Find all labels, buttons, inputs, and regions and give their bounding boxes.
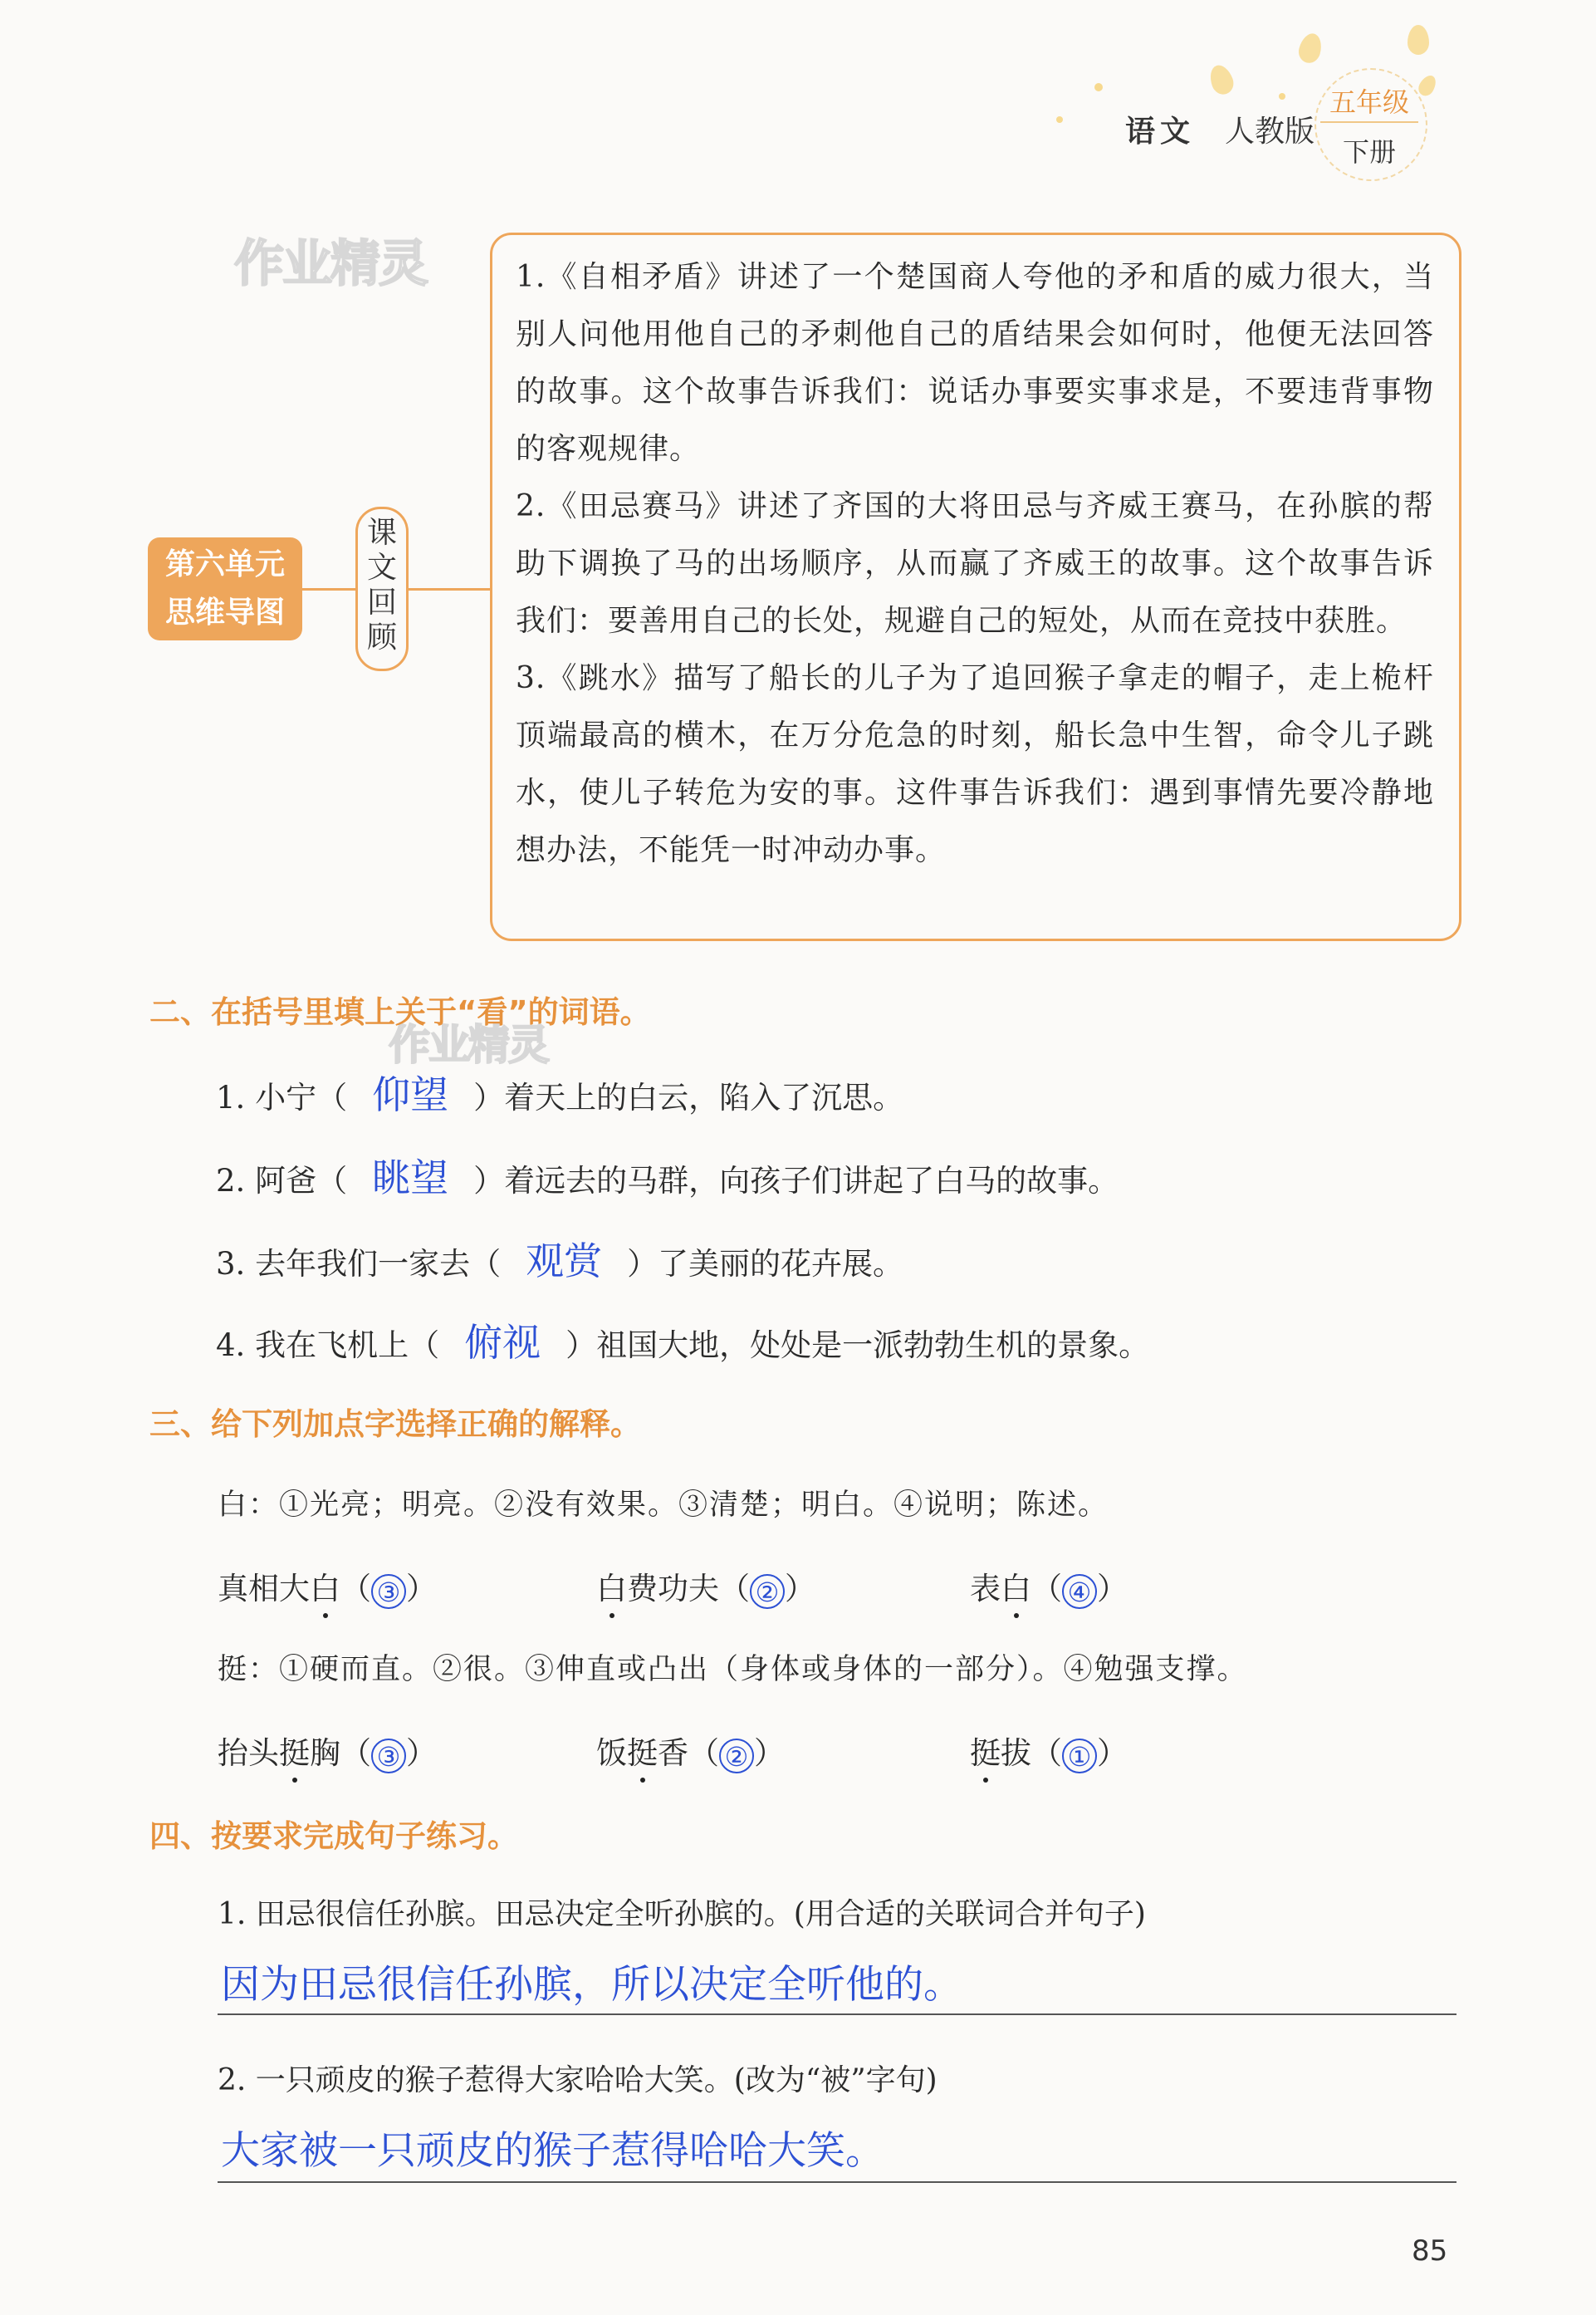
circled-answer: ③	[371, 1739, 406, 1773]
question-text: 4. 我在飞机上（	[216, 1327, 440, 1363]
circled-answer: ④	[1062, 1574, 1097, 1609]
handwritten-answer: 大家被一只顽皮的猴子惹得哈哈大笑。	[221, 2128, 884, 2174]
question-text: 3. 去年我们一家去（	[216, 1246, 502, 1282]
question-text: ）着远去的马群，向孩子们讲起了白马的故事。	[473, 1163, 1119, 1199]
dotted-char: 白	[1001, 1571, 1031, 1606]
mindmap-category-char: 回	[366, 586, 397, 620]
mindmap-root-line: 第六单元	[164, 547, 285, 581]
handwritten-answer: 仰望	[372, 1072, 449, 1117]
mindmap-category-node	[355, 507, 409, 671]
dot-decoration-icon	[1094, 83, 1103, 91]
question-text: ）祖国大地，处处是一派勃勃生机的景象。	[565, 1327, 1150, 1363]
mindmap-connector	[302, 588, 355, 591]
mindmap-category-char: 课	[366, 516, 397, 550]
sentence-prompt: 2. 一只顽皮的猴子惹得大家哈哈大笑。(改为“被”字句)	[218, 2063, 938, 2097]
header-subject: 语文	[1125, 115, 1196, 149]
choice-item: 抬头挺胸（ ③ ）	[218, 1735, 437, 1773]
question-text: ）着天上的白云，陷入了沉思。	[473, 1080, 904, 1116]
dot-decoration-icon	[1279, 93, 1285, 100]
circled-answer: ②	[750, 1574, 785, 1609]
choice-item: 挺拔（ ① ）	[970, 1735, 1128, 1773]
word-text: 拔	[1001, 1735, 1031, 1771]
header-edition: 人教版	[1225, 115, 1315, 149]
mindmap-content-box	[490, 233, 1461, 941]
section-title: 四、按要求完成句子练习。	[149, 1818, 518, 1854]
leaf-decoration-icon	[1408, 25, 1429, 55]
mindmap-item: 3.《跳水》描写了船长的儿子为了追回猴子拿走的帽子，走上桅杆顶端最高的横木，在万分危急的时刻，船长急中生智，命令儿子跳水，使儿子转危为安的事。这件事告诉我们：遇到事情先要冷静地想办法，不能凭一时冲动办事。	[516, 661, 1434, 867]
watermark-logo: 作业精灵	[234, 235, 427, 293]
choice-item: 白费功夫（ ② ）	[596, 1571, 815, 1608]
dotted-char: 挺	[279, 1735, 310, 1771]
mindmap-root-line: 思维导图	[164, 596, 285, 630]
header-volume: 下册	[1342, 136, 1396, 168]
question-text: ）了美丽的花卉展。	[627, 1246, 904, 1282]
word-text: 真相大	[218, 1571, 310, 1606]
dotted-char: 挺	[627, 1735, 658, 1771]
word-text: 表	[970, 1571, 1001, 1606]
word-text: 胸	[310, 1735, 340, 1771]
word-text: 费功夫	[627, 1571, 719, 1606]
definition-line: 挺：①硬而直。②很。③伸直或凸出（身体或身体的一部分）。④勉强支撑。	[218, 1653, 1248, 1686]
watermark-logo: 作业精灵	[389, 1021, 548, 1069]
mindmap-category-char: 顾	[366, 620, 397, 655]
fill-question	[216, 1065, 903, 1120]
section-title: 二、在括号里填上关于“看”的词语。	[149, 994, 651, 1030]
dotted-char: 白	[596, 1571, 627, 1606]
mindmap-root-node	[148, 537, 302, 640]
mindmap-connector	[409, 588, 490, 591]
choice-item: 饭挺香（ ② ）	[596, 1735, 785, 1773]
handwritten-answer: 因为田忌很信任孙膑，所以决定全听他的。	[221, 1962, 962, 2008]
mindmap-category-char: 文	[366, 551, 397, 585]
circled-answer: ③	[371, 1574, 406, 1609]
dot-decoration-icon	[1056, 116, 1063, 123]
answer-line	[218, 2013, 1456, 2015]
fill-question	[216, 1148, 1119, 1203]
choice-item: 表白（ ④ ）	[970, 1571, 1128, 1608]
mindmap-item: 1.《自相矛盾》讲述了一个楚国商人夸他的矛和盾的威力很大，当别人问他用他自己的矛刺他自己的盾结果会如何时，他便无法回答的故事。这个故事告诉我们：说话办事要实事求是，不要违背事物的客观规律。	[516, 260, 1434, 466]
mindmap-item: 2.《田忌赛马》讲述了齐国的大将田忌与齐威王赛马，在孙膑的帮助下调换了马的出场顺序，从而赢了齐威王的故事。这个故事告诉我们：要善用自己的长处，规避自己的短处，从而在竞技中获胜。	[516, 489, 1434, 638]
word-text: 抬头	[218, 1735, 279, 1771]
handwritten-answer: 观赏	[526, 1238, 603, 1283]
circled-answer: ①	[1062, 1739, 1097, 1773]
handwritten-answer: 眺望	[372, 1155, 449, 1200]
leaf-decoration-icon	[1296, 31, 1324, 66]
choice-item: 真相大白（ ③ ）	[218, 1571, 437, 1608]
fill-question	[216, 1312, 1149, 1367]
header-grade: 五年级	[1329, 86, 1409, 118]
header-divider	[1320, 121, 1418, 123]
dotted-char: 挺	[970, 1735, 1001, 1771]
dotted-char: 白	[310, 1571, 340, 1606]
section-title: 三、给下列加点字选择正确的解释。	[149, 1406, 641, 1442]
word-text: 饭	[596, 1735, 627, 1771]
answer-line	[218, 2181, 1456, 2183]
page-number: 85	[1412, 2234, 1448, 2268]
leaf-decoration-icon	[1207, 62, 1237, 98]
definition-line: 白：①光亮；明亮。②没有效果。③清楚；明白。④说明；陈述。	[218, 1489, 1109, 1522]
fill-question	[216, 1231, 903, 1286]
circled-answer: ②	[719, 1739, 754, 1773]
question-text: 1. 小宁（	[216, 1080, 348, 1116]
question-text: 2. 阿爸（	[216, 1163, 348, 1199]
word-text: 香	[658, 1735, 688, 1771]
handwritten-answer: 俯视	[464, 1320, 541, 1365]
sentence-prompt: 1. 田忌很信任孙膑。田忌决定全听孙膑的。(用合适的关联词合并句子)	[218, 1897, 1146, 1931]
